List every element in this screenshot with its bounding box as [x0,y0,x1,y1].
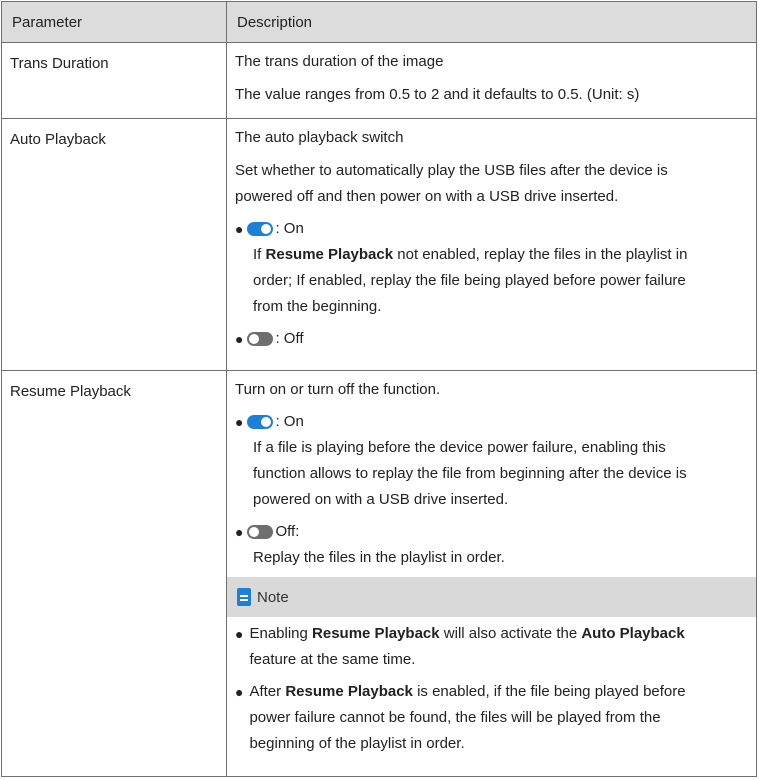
desc-line: powered on with a USB drive inserted. [253,491,509,508]
desc-line: Replay the files in the playlist in order. [253,549,505,566]
desc-line: function allows to replay the file from beginning after the device is [253,465,687,482]
desc-line: Set whether to automatically play the USB files after the device is [235,162,668,179]
param-name: Trans Duration [2,43,227,119]
off-label: : Off [275,330,304,347]
on-label: : On [275,220,304,237]
param-name: Auto Playback [2,119,227,371]
toggle-on-icon [247,222,273,236]
note-text: Enabling Resume Playback will also activate the Auto Playback feature at the same time. [249,625,685,668]
desc-line: Turn on or turn off the function. [235,381,441,398]
note-item [235,621,748,673]
bullet-icon: ● [235,221,244,237]
param-description [227,43,757,119]
parameter-table [1,1,757,777]
bullet-icon: ● [235,524,244,540]
table-row [2,119,757,371]
list-item [235,326,748,352]
bullet-icon: ● [235,626,244,642]
table-header-row [2,2,757,43]
param-name: Resume Playback [2,371,227,777]
list-item [235,519,748,545]
desc-line: The trans duration of the image [235,53,444,70]
toggle-off-icon [247,332,273,346]
note-item [235,679,748,757]
desc-line: If Resume Playback not enabled, replay the files in the playlist in [253,246,688,263]
bullet-icon: ● [235,684,244,700]
param-description [227,371,757,777]
param-description [227,119,757,371]
desc-line: powered off and then power on with a USB drive inserted. [235,188,619,205]
note-text: After Resume Playback is enabled, if the file being played before power failure cannot be found, the files will be played from the beginning of the playlist in order. [249,683,686,752]
desc-line: from the beginning. [253,298,382,315]
desc-line: If a file is playing before the device power failure, enabling this [253,439,666,456]
off-label: Off: [275,523,300,540]
list-item [235,409,748,435]
toggle-on-icon [247,415,273,429]
bullet-icon: ● [235,331,244,347]
header-description: Description [227,2,757,43]
on-label: : On [275,413,304,430]
desc-line: The value ranges from 0.5 to 2 and it defaults to 0.5. (Unit: s) [235,86,640,103]
desc-line: The auto playback switch [235,129,404,146]
header-parameter: Parameter [2,2,227,43]
table-row [2,43,757,119]
note-header [227,577,756,617]
note-icon [237,588,251,606]
desc-line: order; If enabled, replay the file being played before power failure [253,272,686,289]
table-row [2,371,757,777]
bullet-icon: ● [235,414,244,430]
toggle-off-icon [247,525,273,539]
list-item [235,216,748,242]
note-title: Note [257,588,289,606]
